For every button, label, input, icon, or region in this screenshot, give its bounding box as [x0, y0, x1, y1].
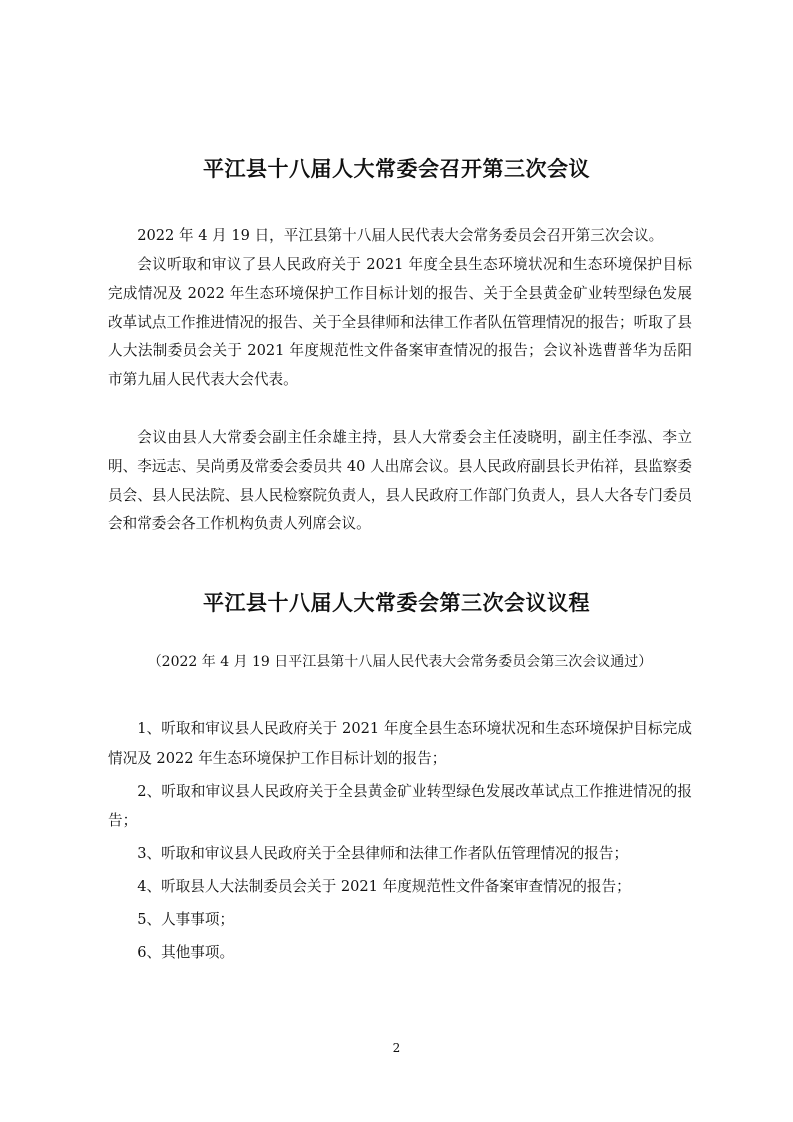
agenda-item-3: 3、听取和审议县人民政府关于全县律师和法律工作者队伍管理情况的报告； [137, 845, 629, 862]
agenda-item-4: 4、听取县人大法制委员会关于 2021 年度规范性文件备案审查情况的报告； [137, 878, 631, 895]
agenda-item-5: 5、人事事项； [137, 911, 235, 928]
agenda-list [108, 714, 692, 971]
page-number: 2 [392, 1041, 401, 1055]
agenda-item-2: 2、听取和审议县人民政府关于全县黄金矿业转型绿色发展改革试点工作推进情况的报告； [108, 782, 692, 829]
agenda-item-6: 6、其他事项。 [137, 944, 235, 961]
article-paragraph-attendance: 会议由县人大常委会副主任余雄主持，县人大常委会主任凌晓明，副主任李泓、李立明、李远志、吴尚勇及常委会委员共 40 人出席会议。县人民政府副县长尹佑祥，县监察委员会、县人民法院、县人民检察院负责人，县人民政府工作部门负责人，县人大各专门委员会和常委会各工作机构负责人列席会议。 [108, 429, 692, 533]
article-title: 平江县十八届人大常委会召开第三次会议 [203, 157, 590, 181]
article-paragraph-agenda-summary: 会议听取和审议了县人民政府关于 2021 年度全县生态环境状况和生态环境保护目标完成情况及 2022 年生态环境保护工作目标计划的报告、关于全县黄金矿业转型绿色发展改革试点工作推进情况的报告、关于全县律师和法律工作者队伍管理情况的报告；听取了县人大法制委员会关于 2021 年度规范性文件备案审查情况的报告；会议补选曹普华为岳阳市第九届人民代表大会代表。 [108, 256, 692, 389]
agenda-title: 平江县十八届人大常委会第三次会议议程 [203, 591, 590, 615]
article-paragraph-date: 2022 年 4 月 19 日，平江县第十八届人民代表大会常务委员会召开第三次会议。 [137, 227, 664, 244]
agenda-item-1: 1、听取和审议县人民政府关于 2021 年度全县生态环境状况和生态环境保护目标完成情况及 2022 年生态环境保护工作目标计划的报告； [108, 720, 692, 767]
agenda-subtitle: （2022 年 4 月 19 日平江县第十八届人民代表大会常务委员会第三次会议通过） [147, 654, 653, 670]
